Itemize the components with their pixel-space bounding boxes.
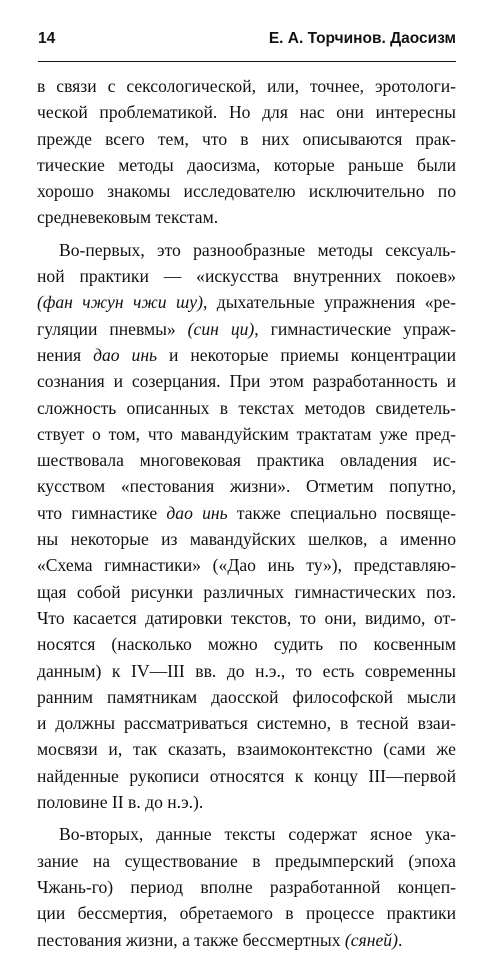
- italic-term: (сяней): [344, 929, 398, 950]
- italic-term: дао инь: [166, 502, 228, 523]
- text-line: [37, 368, 456, 394]
- text-line: [37, 204, 456, 230]
- text-run: тические методы даосизма, которые раньше были: [37, 154, 456, 175]
- text-run: , гимнастические упраж-: [254, 318, 457, 339]
- italic-term: (фан чжун чжи шу): [37, 292, 203, 313]
- text-line: [37, 927, 456, 953]
- text-run: ранним памятникам даосской философской мысли: [37, 686, 456, 707]
- paragraph: [37, 821, 456, 952]
- text-line: [37, 874, 456, 900]
- text-run: шествовала многовековая практика овладения ис-: [37, 450, 456, 471]
- text-run: найденные рукописи относятся к концу III—первой: [37, 765, 456, 786]
- text-run: ческой проблематикой. Но для нас они интересны: [37, 102, 456, 123]
- text-line: [37, 789, 456, 815]
- italic-term: дао инь: [93, 344, 158, 365]
- text-run: что гимнастике: [37, 502, 167, 523]
- text-line: [37, 152, 456, 178]
- running-title: Е. А. Торчинов. Даосизм: [268, 30, 456, 47]
- text-run: кусством «пестования жизни». Отметим попутно,: [37, 476, 456, 497]
- text-line: [37, 473, 456, 499]
- text-run: ствует о том, что мавандуйским трактатам уже пред-: [37, 423, 456, 444]
- text-line: [37, 579, 456, 605]
- text-run: и некоторые приемы концентрации: [157, 344, 456, 365]
- text-run: сложность описанных в текстах методов свидетель-: [37, 397, 456, 418]
- text-line: [37, 237, 456, 263]
- text-run: пестования жизни, а также бессмертных: [37, 929, 345, 950]
- text-line: [37, 316, 456, 342]
- text-run: в связи с сексологической, или, точнее, эротологи-: [37, 76, 456, 96]
- text-run: данным) к IV—III вв. до н.э., то есть современны: [37, 660, 456, 681]
- body-text: [37, 73, 456, 953]
- text-run: Что касается датировки текстов, то они, видимо, от-: [37, 607, 456, 628]
- paragraph: [37, 73, 456, 231]
- text-line: [37, 73, 456, 99]
- text-run: хорошо знакомы исследователю исключительно по: [37, 181, 456, 202]
- text-run: нения: [37, 344, 94, 365]
- text-run: , дыхательные упражнения «ре-: [202, 292, 457, 313]
- text-line: [37, 763, 456, 789]
- text-line: [37, 447, 456, 473]
- text-run: Во-первых, это разнообразные методы сексуаль-: [59, 239, 456, 260]
- text-line: [37, 99, 456, 125]
- text-run: сознания и созерцания. При этом разработанность и: [37, 371, 456, 392]
- text-run: .: [397, 929, 403, 950]
- text-line: [37, 710, 456, 736]
- text-line: [37, 821, 456, 847]
- text-line: [37, 900, 456, 926]
- text-line: [37, 342, 456, 368]
- text-run: и должны рассматриваться системно, в тесной взаи-: [37, 713, 456, 734]
- text-line: [37, 500, 456, 526]
- text-line: [37, 263, 456, 289]
- text-line: [37, 684, 456, 710]
- text-run: щая собой рисунки различных гимнастических поз.: [37, 581, 456, 602]
- text-line: [37, 605, 456, 631]
- text-line: [37, 526, 456, 552]
- text-run: Во-вторых, данные тексты содержат ясное ука-: [59, 824, 456, 845]
- text-run: средневековым текстам.: [37, 207, 219, 228]
- text-run: носятся (насколько можно судить по косвенным: [37, 634, 456, 655]
- header-rule: [38, 61, 456, 62]
- text-line: [37, 736, 456, 762]
- text-run: ны некоторые из мавандуйских шелков, а именно: [37, 529, 456, 550]
- text-line: [37, 631, 456, 657]
- paragraph: [37, 237, 456, 816]
- text-run: ции бессмертия, обретаемого в процессе практики: [37, 903, 456, 924]
- text-line: [37, 848, 456, 874]
- text-run: мосвязи и, так сказать, взаимоконтекстно (сами же: [37, 739, 456, 760]
- italic-term: (син ци): [187, 318, 255, 339]
- running-head: [38, 30, 456, 58]
- text-run: ной практики — «искусства внутренних покоев»: [37, 266, 456, 287]
- text-line: [37, 658, 456, 684]
- text-run: также специально посвяще-: [227, 502, 456, 523]
- page-number: 14: [38, 30, 56, 47]
- text-run: половине II в. до н.э.).: [37, 792, 204, 813]
- text-run: Чжань-го) период вполне разработанной концеп-: [37, 876, 456, 897]
- text-line: [37, 421, 456, 447]
- text-run: «Схема гимнастики» («Дао инь ту»), представляю-: [37, 555, 456, 576]
- text-line: [37, 552, 456, 578]
- text-line: [37, 289, 456, 315]
- text-line: [37, 126, 456, 152]
- text-line: [37, 178, 456, 204]
- text-run: зание на существование в предымперский (эпоха: [37, 850, 456, 871]
- text-line: [37, 395, 456, 421]
- text-run: гуляции пневмы»: [37, 318, 188, 339]
- text-run: прежде всего тем, что в них описываются прак-: [37, 128, 456, 149]
